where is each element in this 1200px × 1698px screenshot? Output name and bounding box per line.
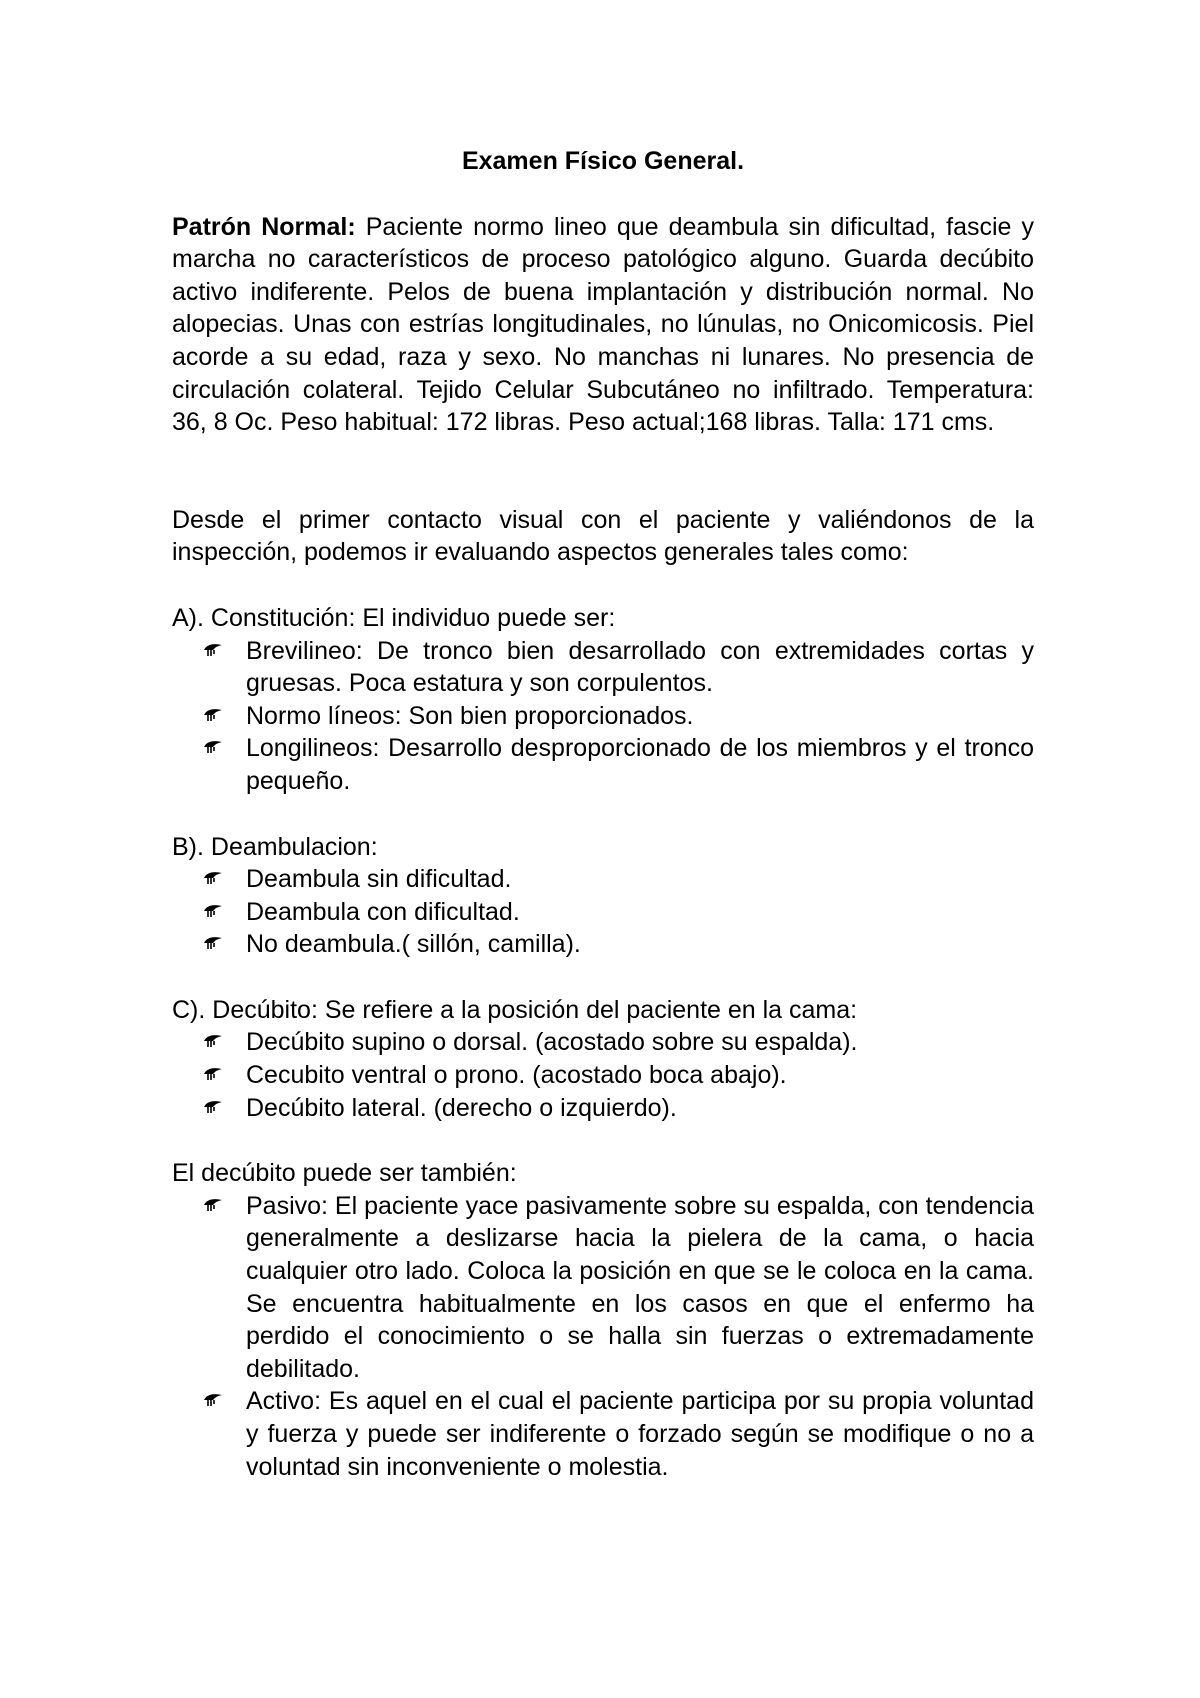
- section-heading-constitucion: A). Constitución: El individuo puede ser:: [172, 603, 616, 632]
- list-item-text: Brevilineo: De tronco bien desarrollado con extremidades cortas y gruesas. Poca estatura y son corpulentos.: [246, 636, 1034, 698]
- list-item: [246, 896, 1034, 929]
- list-item-text: Deambula sin dificultad.: [246, 865, 512, 894]
- list-item-text: No deambula.( sillón, camilla).: [246, 930, 581, 959]
- list-item: [246, 1190, 1034, 1386]
- wing-bullet-icon: [202, 1095, 224, 1117]
- list-item-text: Longilineos: Desarrollo desproporcionado de los miembros y el tronco pequeño.: [246, 734, 1034, 795]
- wing-bullet-icon: [202, 1388, 224, 1410]
- wing-bullet-icon: [202, 1062, 224, 1084]
- list-item-text: Cecubito ventral o prono. (acostado boca abajo).: [246, 1061, 787, 1090]
- document-body: [172, 145, 1034, 1483]
- list-item: [246, 928, 1034, 961]
- wing-bullet-icon: [202, 638, 224, 660]
- list-item-text: Pasivo: El paciente yace pasivamente sobre su espalda, con tendencia generalmente a deslizarse hacia la pielera de la cama, o hacia cualquier otro lado. Coloca la posición en que se le coloca en la cama. Se encuentra habitualmente en los casos en que el enfermo ha perdido el conocimiento o se halla sin fuerzas o extremadamente debilitado.: [246, 1191, 1034, 1383]
- wing-bullet-icon: [202, 703, 224, 725]
- list-item: [246, 1385, 1034, 1483]
- list-deambulacion: [172, 863, 1034, 961]
- patron-normal-label: Patrón Normal:: [172, 212, 356, 241]
- list-item-text: Deambula con dificultad.: [246, 897, 520, 926]
- wing-bullet-icon: [202, 735, 224, 757]
- list-item: [246, 700, 1034, 733]
- list-item: [246, 1026, 1034, 1059]
- document-title: Examen Físico General.: [461, 147, 745, 175]
- intro-paragraph: Desde el primer contacto visual con el paciente y valiéndonos de la inspección, podemos ir evaluando aspectos generales tales como:: [172, 505, 1034, 567]
- list-item: [246, 1059, 1034, 1092]
- list-item: [246, 863, 1034, 896]
- list-constitucion: [172, 635, 1034, 798]
- wing-bullet-icon: [202, 866, 224, 888]
- list-item: [246, 732, 1034, 797]
- list-item-text: Normo líneos: Son bien proporcionados.: [246, 701, 694, 730]
- wing-bullet-icon: [202, 1193, 224, 1215]
- patron-normal-paragraph: [172, 211, 1034, 439]
- wing-bullet-icon: [202, 931, 224, 953]
- list-item-text: Activo: Es aquel en el cual el paciente participa por su propia voluntad y fuerza y puede ser indiferente o forzado según se modifique o no a voluntad sin inconveniente o molestia.: [246, 1387, 1034, 1481]
- list-decubito-tipos: [172, 1190, 1034, 1483]
- section-heading-decubito: C). Decúbito: Se refiere a la posición del paciente en la cama:: [172, 995, 858, 1024]
- list-item: [246, 635, 1034, 700]
- section-heading-decubito-tipos: El decúbito puede ser también:: [172, 1159, 517, 1188]
- list-item-text: Decúbito supino o dorsal. (acostado sobre su espalda).: [246, 1028, 858, 1057]
- list-decubito: [172, 1026, 1034, 1124]
- patron-normal-text: Paciente normo lineo que deambula sin dificultad, fascie y marcha no característicos de proceso patológico alguno. Guarda decúbito activo indiferente. Pelos de buena implantación y distribución normal. No alopecias. Unas con estrías longitudinales, no lúnulas, no Onicomicosis. Piel acorde a su edad, raza y sexo. No manchas ni lunares. No presencia de circulación colateral. Tejido Celular Subcutáneo no infiltrado. Temperatura: 36, 8 Oc. Peso habitual: 172 libras. Peso actual;168 libras. Talla: 171 cms.: [172, 212, 1034, 437]
- wing-bullet-icon: [202, 899, 224, 921]
- wing-bullet-icon: [202, 1029, 224, 1051]
- section-heading-deambulacion: B). Deambulacion:: [172, 832, 378, 861]
- list-item: [246, 1092, 1034, 1125]
- list-item-text: Decúbito lateral. (derecho o izquierdo).: [246, 1093, 677, 1122]
